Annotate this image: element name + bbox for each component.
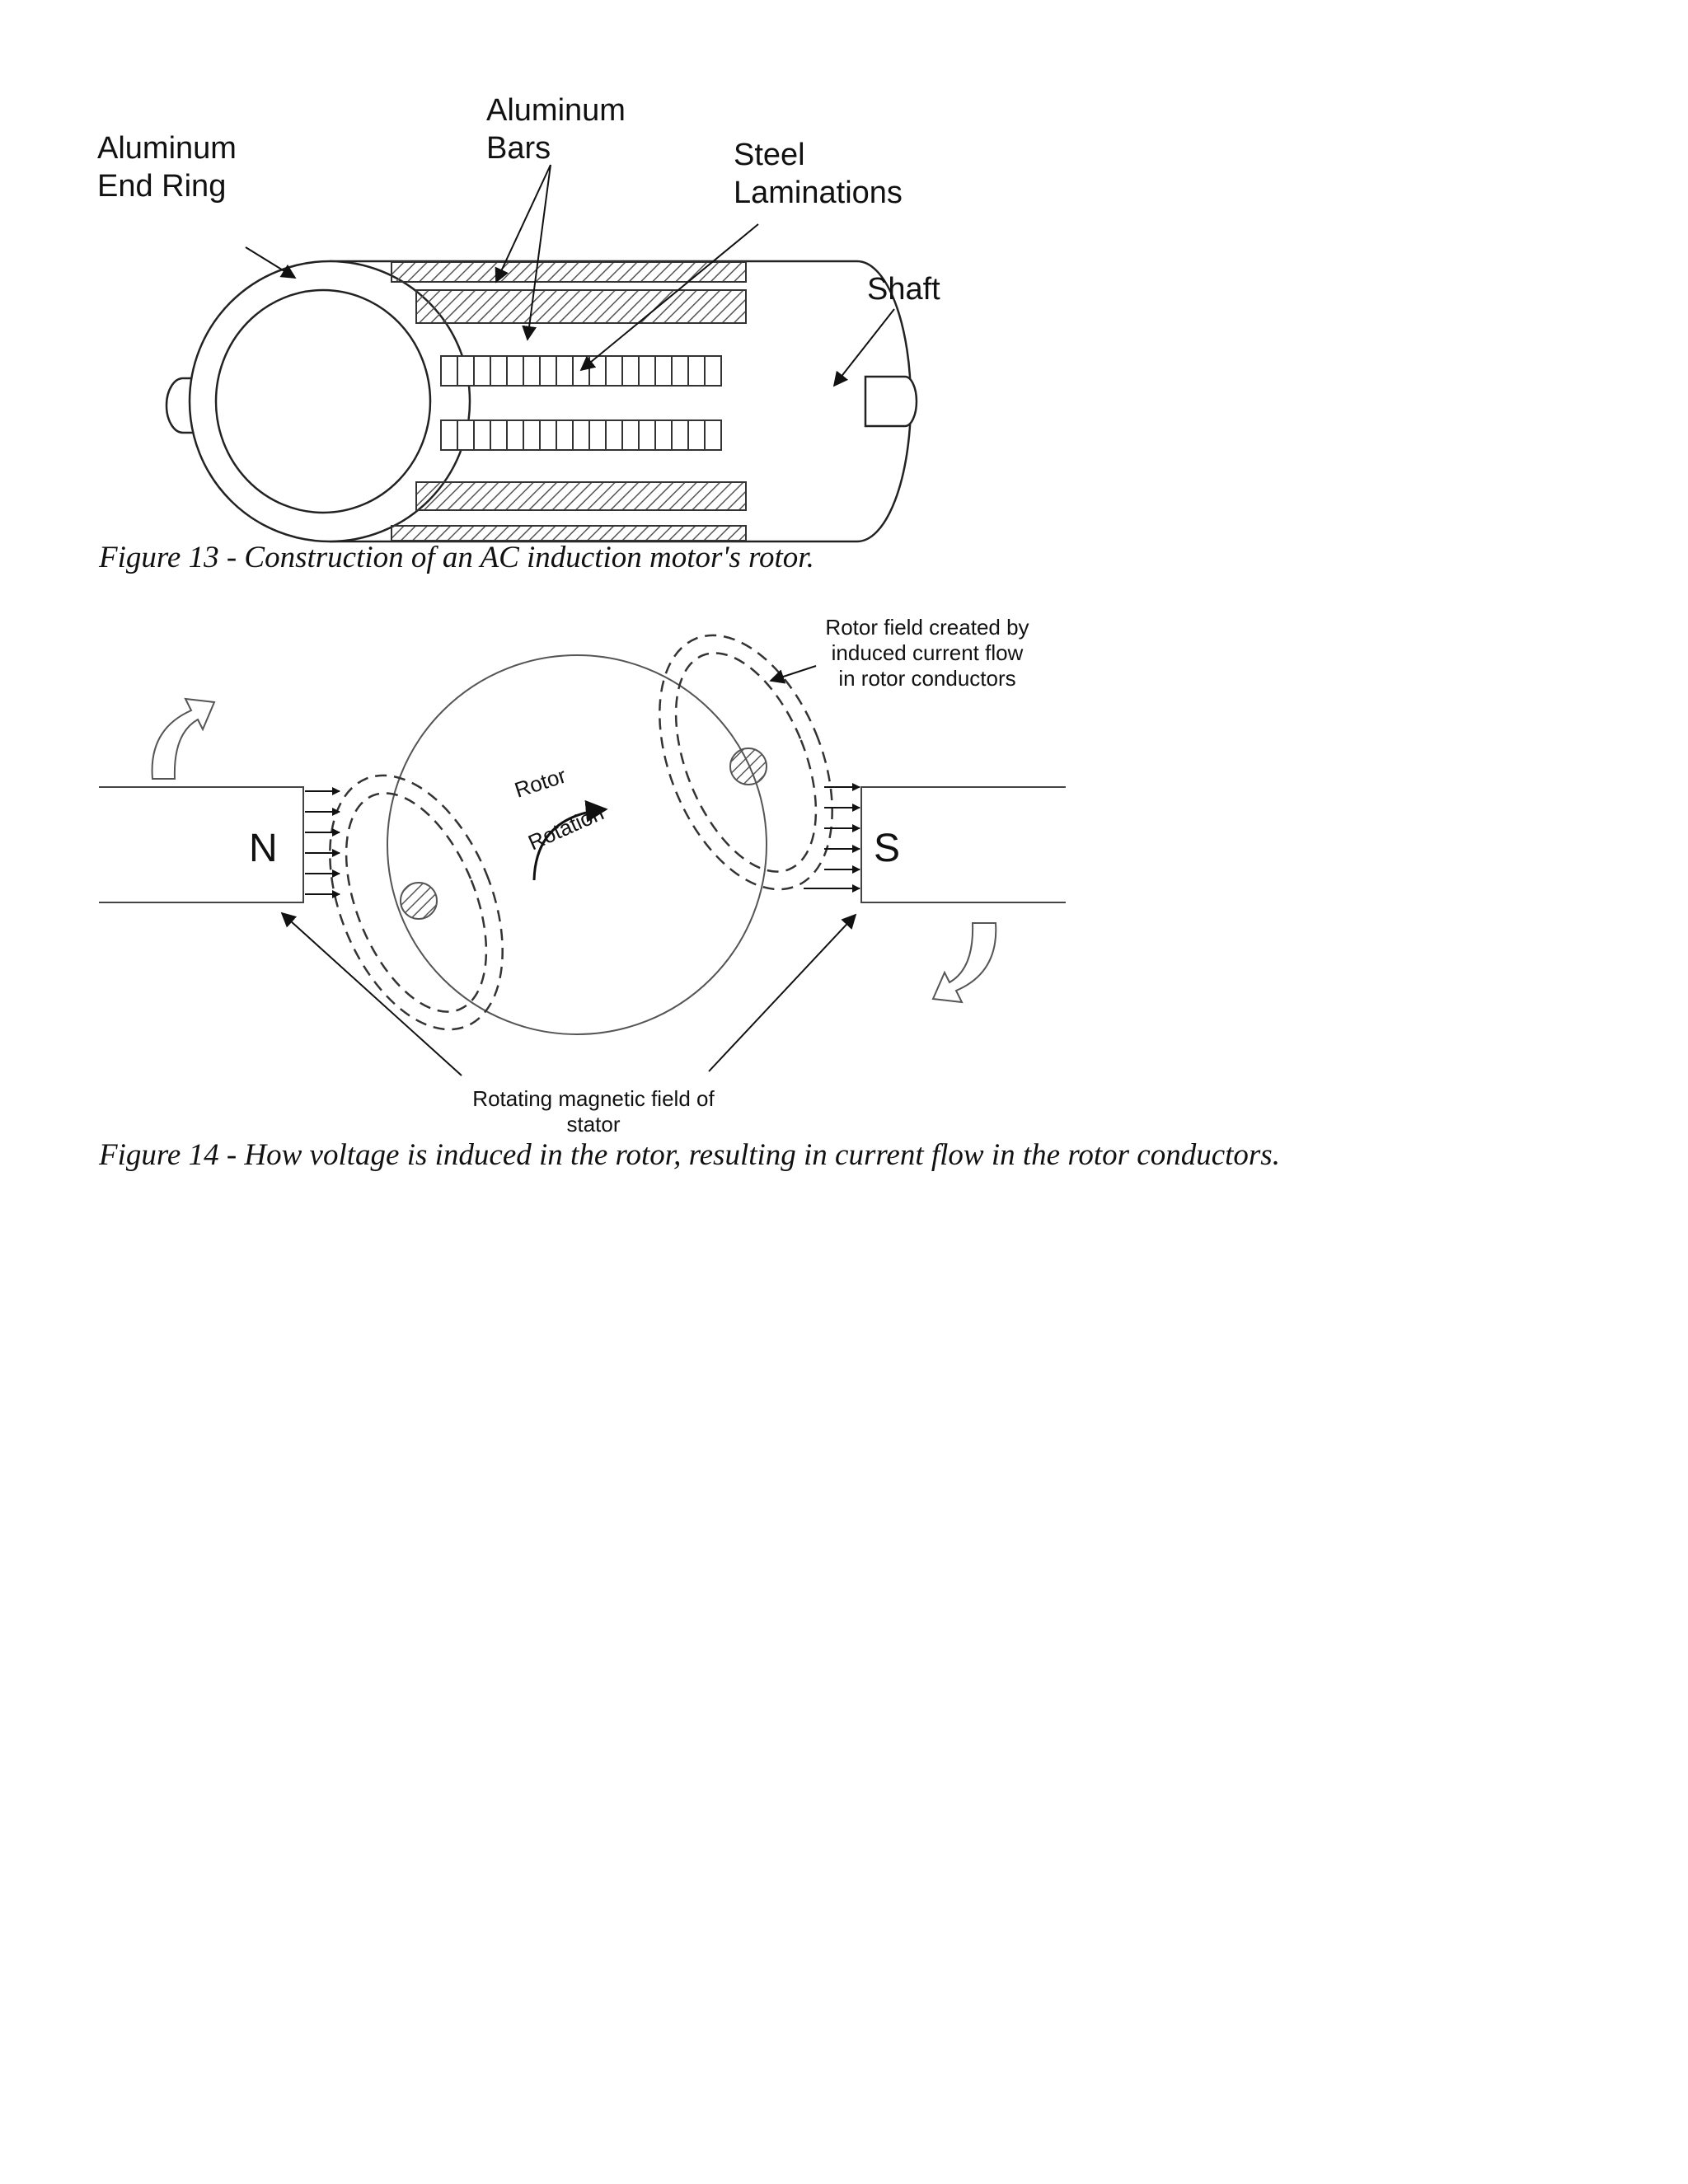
figure-13-caption: Figure 13 - Construction of an AC induction motor's rotor.: [99, 541, 814, 574]
right-shaft: [865, 377, 917, 426]
south-pole-label: S: [874, 827, 901, 870]
rotor-field-label-1: Rotor field created by: [825, 615, 1029, 640]
shaft-label: Shaft: [867, 272, 940, 307]
induction-field-diagram: [99, 610, 1066, 1137]
bar-strip-4: [441, 420, 721, 450]
end-ring-inner: [216, 290, 430, 513]
rotor-word: Rotor: [511, 762, 570, 803]
left-conductor-field: [296, 750, 537, 1054]
bar-strip-3: [441, 356, 721, 386]
stator-field-label-1: Rotating magnetic field of: [472, 1086, 715, 1111]
right-conductor: [730, 748, 767, 785]
rotor-field-label-2: induced current flow: [831, 640, 1024, 665]
bar-strip-6: [392, 526, 746, 541]
north-pole-label: N: [249, 827, 278, 870]
end-ring-arrow: [246, 247, 295, 278]
rotor-construction-diagram: [97, 93, 940, 541]
stator-field-arrow-right: [709, 915, 856, 1071]
rotor-field-label-3: in rotor conductors: [838, 666, 1016, 691]
bar-strip-5: [416, 482, 746, 510]
stator-field-arrow-left: [282, 913, 462, 1076]
bars-label-1: Aluminum: [486, 93, 626, 128]
laminations-label-2: Laminations: [734, 176, 903, 210]
bar-strip-2: [416, 290, 746, 323]
figure-14-caption: Figure 14 - How voltage is induced in the rotor, resulting in current flow in the rotor conductors.: [99, 1138, 1280, 1172]
rotor-circle: [387, 655, 767, 1034]
stator-field-label-2: stator: [566, 1112, 621, 1137]
rotation-word: Rotation: [524, 799, 607, 855]
north-flux-arrows: [305, 791, 340, 894]
stator-rotation-arrow-top: [152, 699, 214, 779]
end-ring-label-2: End Ring: [97, 169, 227, 204]
end-ring-label-1: Aluminum: [97, 131, 237, 166]
left-conductor: [401, 883, 437, 919]
laminations-label-1: Steel: [734, 138, 805, 172]
stator-rotation-arrow-bottom: [933, 923, 996, 1002]
rotor-field-arrow: [771, 666, 816, 681]
bars-label-2: Bars: [486, 131, 551, 166]
